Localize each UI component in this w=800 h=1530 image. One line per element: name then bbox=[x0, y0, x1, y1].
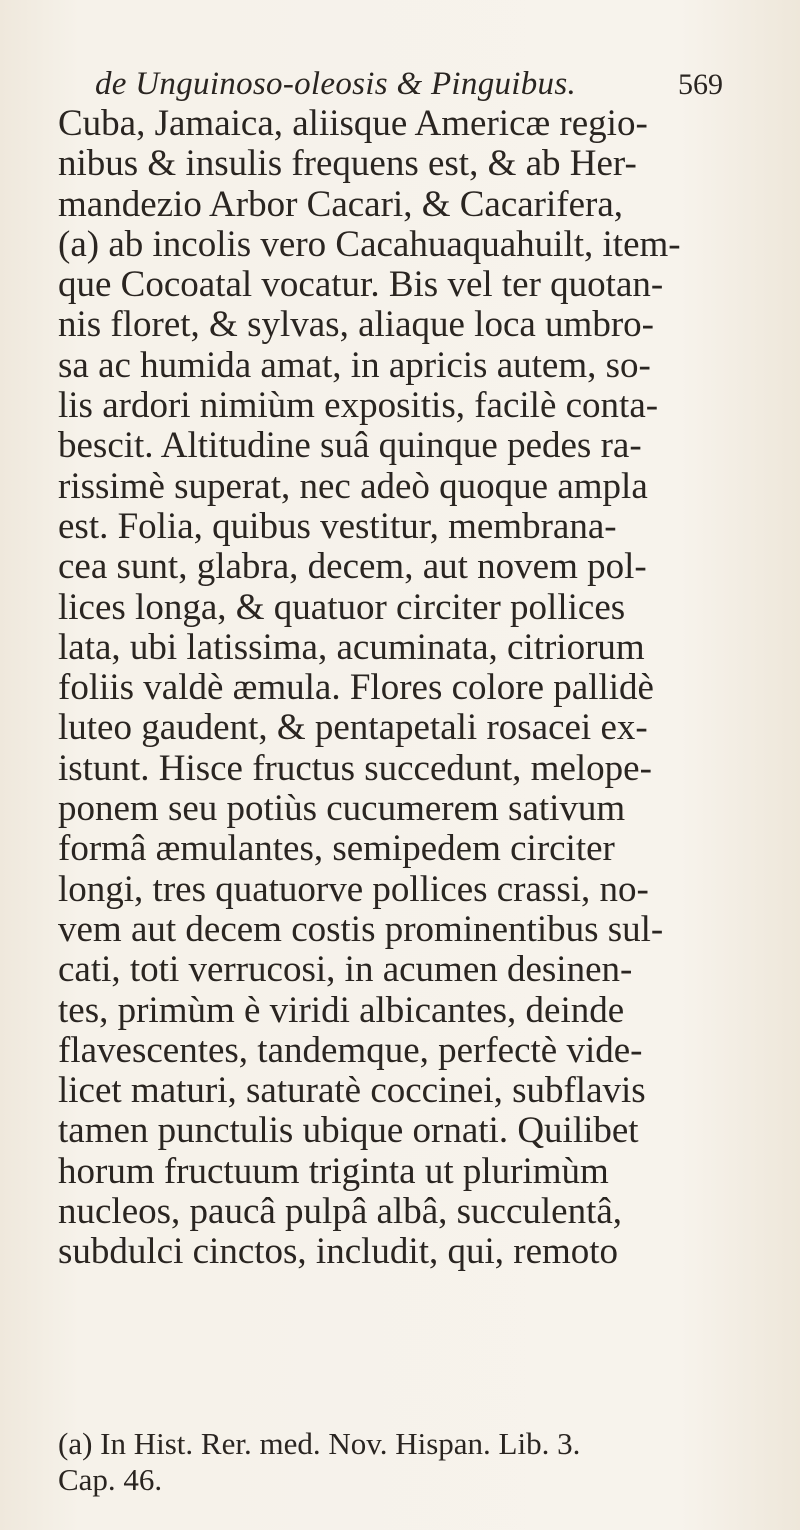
text-line: nucleos, paucâ pulpâ albâ, succulentâ, bbox=[58, 1191, 623, 1233]
text-line: bescit. Altitudine suâ quinque pedes ra- bbox=[58, 425, 642, 467]
text-line: subdulci cinctos, includit, qui, remoto bbox=[58, 1231, 619, 1273]
body-text bbox=[58, 104, 778, 1273]
text-line: cati, toti verrucosi, in acumen desinen- bbox=[58, 949, 633, 991]
page-header bbox=[95, 66, 735, 106]
text-line: horum fructuum triginta ut plurimùm bbox=[58, 1150, 609, 1192]
text-line: cea sunt, glabra, decem, aut novem pol- bbox=[58, 546, 647, 588]
text-line: sa ac humida amat, in apricis autem, so- bbox=[58, 344, 651, 386]
footnote-line: Cap. 46. bbox=[58, 1462, 163, 1497]
text-line: luteo gaudent, & pentapetali rosacei ex- bbox=[58, 707, 648, 749]
text-line: (a) ab incolis vero Cacahuaquahuilt, item- bbox=[58, 223, 681, 265]
text-line: nibus & insulis frequens est, & ab Her- bbox=[58, 143, 637, 185]
text-line: istunt. Hisce fructus succedunt, melope- bbox=[58, 747, 652, 789]
text-line: nis floret, & sylvas, aliaque loca umbro- bbox=[58, 304, 654, 346]
text-line: longi, tres quatuorve pollices crassi, no- bbox=[58, 868, 649, 910]
text-line: rissimè superat, nec adeò quoque ampla bbox=[58, 465, 648, 507]
text-line: licet maturi, saturatè coccinei, subflavis bbox=[58, 1070, 646, 1112]
text-line: que Cocoatal vocatur. Bis vel ter quotan- bbox=[58, 264, 664, 306]
text-line: lis ardori nimiùm expositis, facilè conta- bbox=[58, 385, 659, 427]
running-title: de Unguinoso-oleosis & Pinguibus. bbox=[95, 66, 577, 102]
text-line: mandezio Arbor Cacari, & Cacarifera, bbox=[58, 183, 624, 225]
text-line: tes, primùm è viridi albicantes, deinde bbox=[58, 989, 625, 1031]
footnote bbox=[58, 1426, 778, 1498]
footnote-line: (a) In Hist. Rer. med. Nov. Hispan. Lib. 3. bbox=[58, 1426, 581, 1461]
text-line: lices longa, & quatuor circiter pollices bbox=[58, 586, 626, 628]
text-line: vem aut decem costis prominentibus sul- bbox=[58, 908, 664, 950]
text-line: ponem seu potiùs cucumerem sativum bbox=[58, 788, 626, 830]
page-number: 569 bbox=[678, 68, 723, 101]
text-line: foliis valdè æmula. Flores colore pallidè bbox=[58, 667, 654, 709]
text-line: flavescentes, tandemque, perfectè vide- bbox=[58, 1029, 643, 1071]
text-line: lata, ubi latissima, acuminata, citriorum bbox=[58, 626, 645, 668]
text-line: tamen punctulis ubique ornati. Quilibet bbox=[58, 1110, 639, 1152]
text-line: Cuba, Jamaica, aliisque Americæ regio- bbox=[58, 103, 648, 144]
text-line: formâ æmulantes, semipedem circiter bbox=[58, 828, 615, 870]
text-line: est. Folia, quibus vestitur, membrana- bbox=[58, 505, 617, 547]
